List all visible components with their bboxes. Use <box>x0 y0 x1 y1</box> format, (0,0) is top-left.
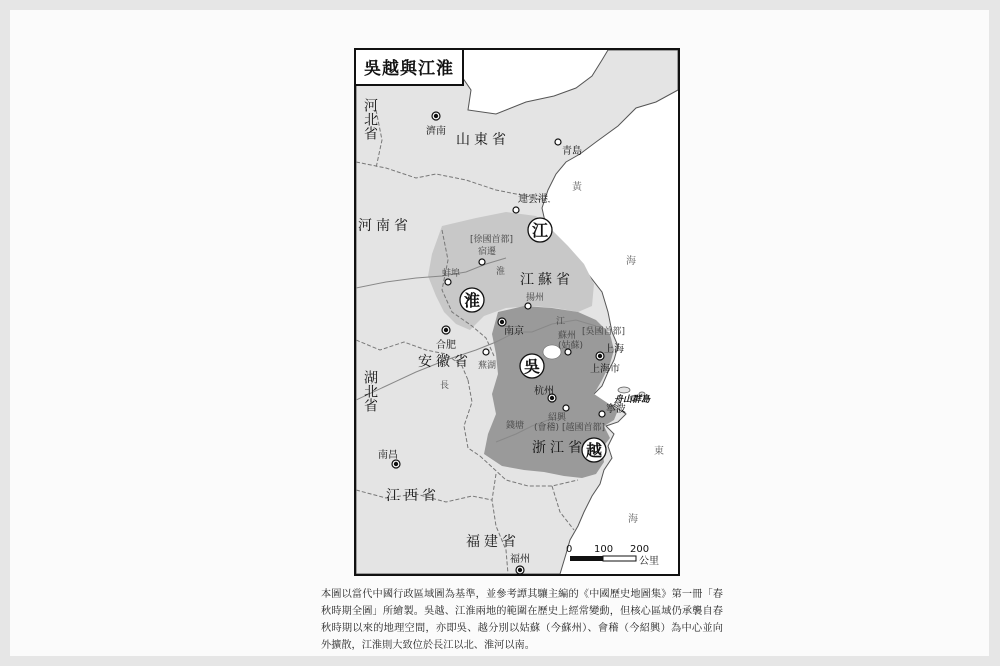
city-label-suqian: 宿遷 <box>478 247 497 257</box>
city-marker-qingdao <box>555 139 561 145</box>
page-sheet <box>10 10 989 656</box>
city-label-shaoxing: 紹興 <box>548 413 567 423</box>
city-label-hangzhou: 杭州 <box>534 386 554 397</box>
province-label-anhui: 安徽省 <box>418 354 472 370</box>
capital-label-xu: [徐國首都] <box>470 235 514 245</box>
city-marker-bengbu <box>445 279 451 285</box>
city-label-qingdao: 青島 <box>562 146 582 157</box>
province-label-zhejiang: 浙江省 <box>532 440 586 456</box>
sea-label: 海 <box>626 256 636 267</box>
region-label-jiang: 江 <box>531 221 549 240</box>
river-label-jiang: 江 <box>556 317 566 327</box>
province-label-hubei: 湖北省 <box>362 370 378 412</box>
scale-unit: 公里 <box>639 556 659 567</box>
province-label-shandong: 山東省 <box>456 132 510 148</box>
city-label-jinan: 濟南 <box>426 126 446 137</box>
province-label-jiangxi: 江西省 <box>386 488 440 504</box>
map-caption: 本圖以當代中國行政區域圖為基準，並參考譚其驤主編的《中國歷史地圖集》第一冊「春秋時期全圖」所繪製。吳越、江淮兩地的範圍在歷史上經常變動，但核心區域仍承襲自春秋時期以來的地理空間，亦即吳、越分別以姑蘇（今蘇州）、會稽（今紹興）為中心並向外擴散，江淮則大致位於長江以北、淮河以南。 <box>321 589 723 651</box>
city-label-yangzhou: 揚州 <box>526 293 545 303</box>
province-label-jiangsu: 江蘇省 <box>520 272 574 288</box>
map-canvas <box>356 50 678 574</box>
scale-segment <box>603 556 636 561</box>
province-label-fujian: 福建省 <box>466 534 520 550</box>
province-label-henan: 河南省 <box>358 218 412 234</box>
island-label-zhoushan: 舟山群島 <box>614 395 651 405</box>
region-label-yue: 越 <box>585 441 603 460</box>
city-marker-ningbo <box>599 411 605 417</box>
sea-label: 東 <box>654 446 664 457</box>
scale-tick: 100 <box>594 544 614 555</box>
city-label-nanjing: 南京 <box>504 326 524 337</box>
city-label-kuaiji: (會稽) <box>534 423 560 433</box>
region-label-wu: 吳 <box>523 357 541 376</box>
city-marker-suqian <box>479 259 485 265</box>
city-label-ningbo: 寧波 <box>606 404 626 415</box>
sea-label: 海 <box>628 514 638 525</box>
scale-tick: 0 <box>566 544 573 555</box>
river-label-huai: 淮 <box>496 267 506 277</box>
scale-tick: 200 <box>630 544 650 555</box>
city-marker-yangzhou <box>525 303 531 309</box>
city-label-lianyungang: 連雲港 <box>518 194 548 205</box>
city-marker-shaoxing <box>563 405 569 411</box>
map-frame <box>354 48 680 576</box>
city-label-shanghai-city: 上海市 <box>590 364 620 375</box>
map-title: 吳越與江淮 <box>356 50 464 86</box>
city-marker-wuhu <box>483 349 489 355</box>
province-label-hebei: 河北省 <box>362 98 378 140</box>
river-label-qiantang: 錢塘 <box>506 421 525 431</box>
city-label-hefei: 合肥 <box>436 340 456 351</box>
capital-label-yue: [越國首都] <box>562 423 606 433</box>
river-label-chang: 長 <box>440 381 450 391</box>
city-label-fuzhou: 福州 <box>510 554 530 565</box>
city-label-shanghai: 上海 <box>604 344 624 355</box>
city-label-gusu: (姑蘇) <box>558 341 584 351</box>
sea-label: 黃 <box>572 182 582 193</box>
city-label-bengbu: 蚌埠 <box>442 269 461 279</box>
scale-segment <box>570 556 603 561</box>
capital-label-wu: [吳國首都] <box>582 327 626 337</box>
city-label-suzhou: 蘇州 <box>558 331 577 341</box>
city-label-wuhu: 蕪湖 <box>478 361 497 371</box>
city-marker-lianyungang <box>513 207 519 213</box>
city-label-nanchang: 南昌 <box>378 450 398 461</box>
region-label-huai: 淮 <box>463 291 481 310</box>
